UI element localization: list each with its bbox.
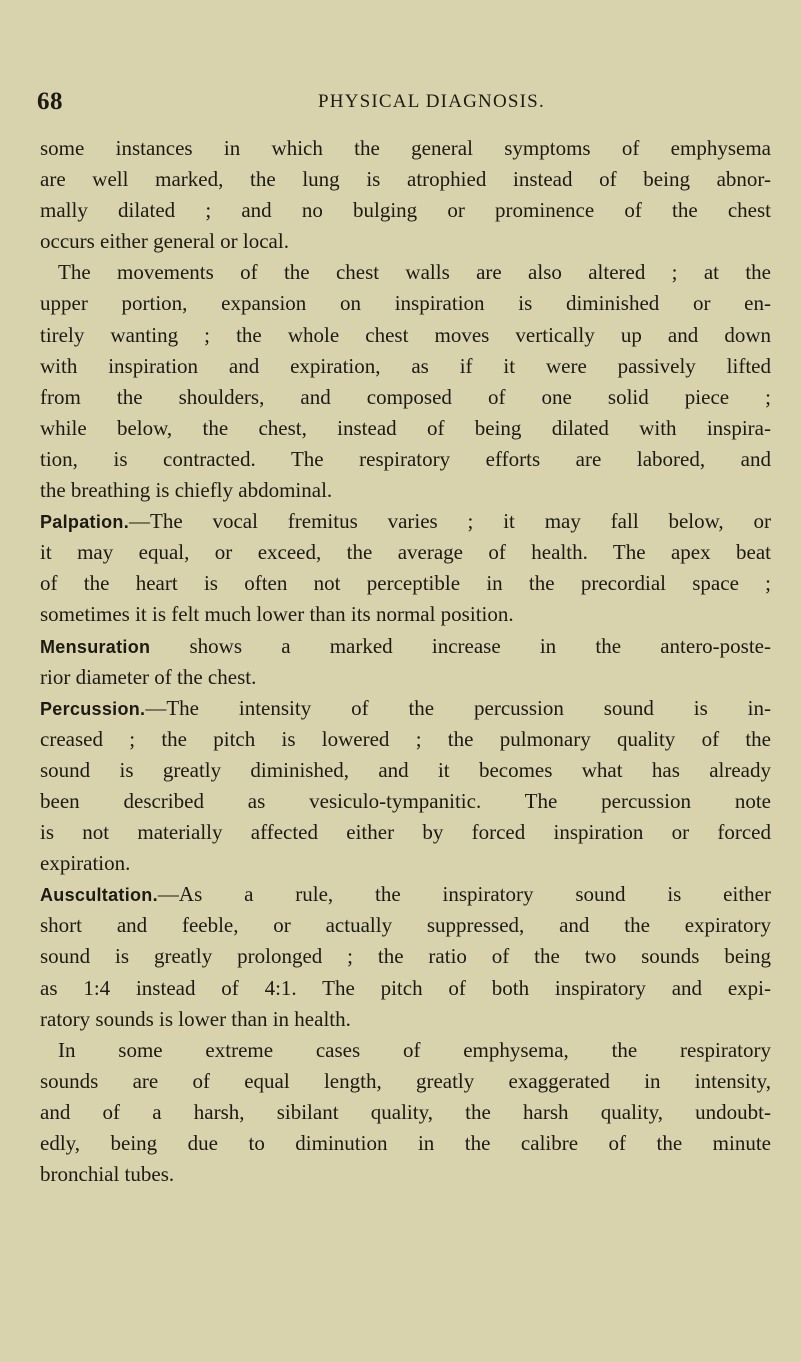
text-line: tirely wanting ; the whole chest moves vertically up and down [40,322,771,347]
text-line [40,506,771,537]
text-line: In some extreme cases of emphysema, the respiratory [58,1037,771,1062]
section-heading-palpation: Palpation. [40,512,130,533]
text-line: bronchial tubes. [40,1162,175,1187]
text-line [40,693,771,724]
text-line: expiration. [40,851,131,876]
text-line: edly, being due to diminution in the calibre of the minute [40,1131,771,1155]
text-line: of the heart is often not perceptible in the precordial space ; [40,571,771,596]
text-line: the breathing is chiefly abdominal. [40,478,333,503]
text-line: The movements of the chest walls are also altered ; at the [58,260,771,285]
text-line: rior diameter of the chest. [40,664,257,689]
text-line: ratory sounds is lower than in health. [40,1006,351,1031]
text-line: some instances in which the general symptoms of emphysema [40,136,771,160]
text-fragment: shows a marked increase in the antero-poste- [150,633,771,658]
text-line: and of a harsh, sibilant quality, the harsh quality, undoubt- [40,1099,771,1124]
text-line [40,879,771,910]
text-line: are well marked, the lung is atrophied instead of being abnor- [40,167,771,192]
text-line: from the shoulders, and composed of one solid piece ; [40,384,771,409]
running-head: PHYSICAL DIAGNOSIS. [318,91,545,112]
body-text [40,133,771,1190]
text-line: as 1:4 instead of 4:1. The pitch of both inspiratory and expi- [40,975,771,1000]
text-line: sometimes it is felt much lower than its normal position. [40,602,514,627]
text-line: is not materially affected either by forced inspiration or forced [40,820,771,845]
text-line: mally dilated ; and no bulging or prominence of the chest [40,198,771,223]
text-line: occurs either general or local. [40,229,289,254]
page-header [0,88,801,120]
text-fragment: —The vocal fremitus varies ; it may fall below, or [129,509,771,534]
text-fragment: —The intensity of the percussion sound is in- [145,695,771,720]
section-heading-percussion: Percussion. [40,698,146,719]
text-line: sounds are of equal length, greatly exaggerated in intensity, [40,1068,771,1093]
text-line: sound is greatly diminished, and it becomes what has already [40,757,771,782]
text-line: it may equal, or exceed, the average of health. The apex beat [40,540,771,565]
section-heading-mensuration: Mensuration [40,636,151,657]
text-line: sound is greatly prolonged ; the ratio of the two sounds being [40,944,771,969]
section-heading-auscultation: Auscultation. [40,885,158,906]
text-line: creased ; the pitch is lowered ; the pulmonary quality of the [40,726,771,751]
text-line: with inspiration and expiration, as if it were passively lifted [40,353,771,378]
text-line: short and feeble, or actually suppressed, and the expiratory [40,913,771,938]
text-line: tion, is contracted. The respiratory efforts are labored, and [40,446,771,471]
text-line: been described as vesiculo-tympanitic. The percussion note [40,788,771,813]
text-line: while below, the chest, instead of being dilated with inspira- [40,415,771,440]
text-line: upper portion, expansion on inspiration is diminished or en- [40,291,771,316]
page-number: 68 [37,88,63,115]
text-fragment: —As a rule, the inspiratory sound is either [157,882,771,907]
text-line [40,631,771,662]
